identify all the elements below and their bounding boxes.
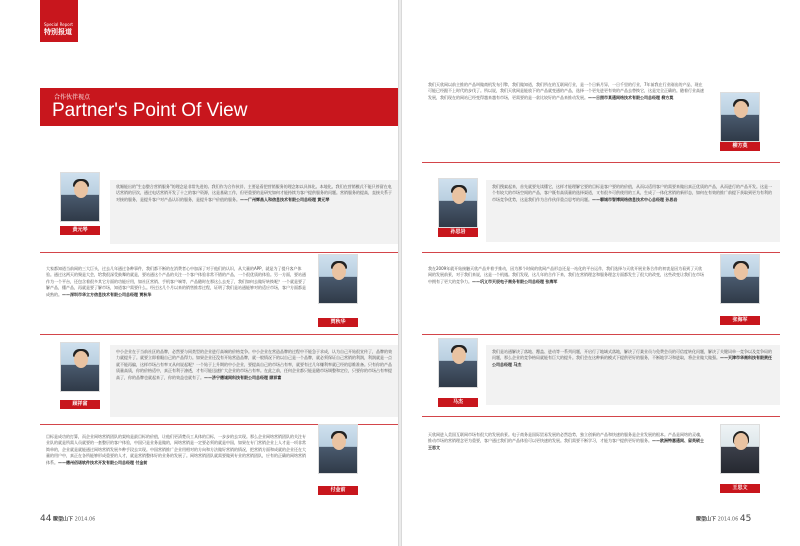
person-photo	[60, 342, 100, 392]
person-name-tag: 张海军	[720, 316, 760, 325]
issue-date: 2014.06	[717, 516, 739, 523]
quote-signature: ——广州辉昌人和信息技术有限公司总经理 黄元琴	[240, 196, 330, 202]
left-page	[0, 0, 398, 546]
quote-body: 中小企业在于当前社区的品牌，必然要与同类型的企业进行高端的价格竞争。中小企业在营造品牌的过程中不能急于求成，认为自己开始很宣传了，品牌的效力就提升了。就要立即着眼自己的产品得力。如果企业还没有开始营造品牌，就一般情况下的以自己是一个品牌，就必须保证自己营销的利润，利润就是一点就不能再偏，这样市场占有率又从何说起呢？一个始于上升期的中小企业，要提高自己的市场占有率，就要有过几年赚利率就已经的思维准备。只有你的产品质量高质，你的价格适中，真正有利于渗透，才有可能迅速扩大企业的市场占有率。在此之前，任何企业都只能是随市场调整和定位，只要你的市场占有率提高了，你的品牌也就起来了，你的效益也就有了。	[116, 349, 392, 380]
quote-text	[110, 180, 398, 244]
banner-title: Partner's Point Of View	[52, 100, 248, 121]
section-divider	[422, 252, 780, 253]
person-photo	[318, 424, 358, 474]
banner-subtitle: 合作伙伴视点	[54, 94, 91, 101]
person-photo	[318, 254, 358, 304]
page-number: 44	[40, 514, 52, 524]
person-name-tag: 王思文	[720, 484, 760, 493]
person-name-tag: 柳方莫	[720, 142, 760, 151]
section-divider	[422, 416, 780, 417]
quote-text	[40, 262, 312, 326]
quote-signature: ——深圳市华立方信息技术有限公司总经理 贾秋华	[62, 291, 152, 297]
person-name-tag: 付金前	[318, 486, 358, 495]
person-photo	[720, 254, 760, 304]
quote-text	[422, 78, 712, 142]
quote-body: 我们是站通解决了落地、覆盖、进动等一系列问题，开启行了地域式落地，解决了行業业员与免费会员的可信度转化问题，解决了关键词单一竞争以及竞争局的问题，那么企业的竞争格局就能有巨大的提升。我们会在这种新的模式下提供更好的服务，不断地学习和进取，将企业做大做强。	[492, 349, 772, 361]
right-footer	[696, 514, 751, 524]
page-number: 45	[739, 514, 752, 524]
section-divider	[422, 334, 780, 335]
quote-body: 我们搜索起来，首先就要先读懂它，这样才能理解它要的目标是客户要的的价值，从而以适用客户的需要来做出真正优质的产品，从而进行的产品开发。这是一个有较大的市场空间的产品，客户既有高质量的选择渠道，又有很多可供使用的工具，生成了一体化营销的新形态，如何在有效的推广前提下获取到更为有利的市场竞争优势，这是我们作为合作伙伴重点思考的问题。	[492, 184, 772, 202]
quote-signature: ——天津市华商科技有限责任公司总经理 马杰	[492, 355, 772, 367]
right-page	[402, 0, 800, 546]
quote-text	[422, 262, 712, 326]
quote-body: 我们天欣网以前主推的产品叫做商机发布引擎，我们做知道，我们所在的互联网行业，是一个日新月异，一日千里的行业，7年前我在行业刚出的产品，现在可能已经跟不上时代的步伐了。所以说，我们天欣网是能放下的产品就变通的产品，选择一个更先进更有效的产品去替换它，这是完全正确的。随着行业高速发展，我们现在的网站已经变得越来越有市场，更需要的是一款比较好的产品来推动发展。	[428, 82, 704, 100]
magazine-name: 瞭望山下	[696, 516, 717, 523]
magazine-name: 瞭望山下	[53, 516, 74, 523]
person-photo	[60, 172, 100, 222]
person-photo	[438, 338, 478, 388]
quote-signature: ——欧洲特惠通网、留英硕士 王思文	[428, 438, 704, 450]
person-photo	[720, 424, 760, 474]
quote-body: 天欣网进入美国互联网市场有很大的发展前景。电子商务是国际贸易发展的必然趋势，独立创新的产品和快速的服务是企业发展的根本。产品是网络的灵魂，推动市场的营销理念更为重要，客户通过我们的产品体验可以更快速的发展。我们需要不断学习，才能为客户提供更好的服务。	[428, 432, 704, 444]
quote-signature: ——巩义市天辰电子商务有限公司总经理 张海军	[472, 278, 558, 284]
section-divider	[40, 252, 398, 253]
section-divider	[40, 334, 398, 335]
quote-text	[486, 180, 780, 242]
quote-text	[486, 345, 780, 405]
quote-text	[40, 430, 312, 494]
quote-text	[422, 428, 712, 488]
person-name-tag: 贾秋华	[318, 318, 358, 327]
quote-signature: ——德州佰诺软件技术开发有限公司总经理 付金前	[58, 459, 148, 465]
badge-english: Special Report	[44, 22, 73, 27]
issue-date: 2014.06	[74, 516, 96, 523]
section-badge	[40, 0, 78, 42]
person-name-tag: 孙思岩	[438, 228, 478, 237]
badge-chinese: 特别报道	[44, 28, 72, 36]
quote-signature: ——聊城市智博网络信息技术中心总经理 孙思岩	[592, 196, 678, 202]
person-name-tag: 马杰	[438, 398, 478, 407]
quote-body: 目标是成功的打算，而企业网络营销团队的架构是最目标的价值，让他们更清楚员工具体的目标，一步步的去实现。那么企业网络营销团队的关注专业队的就是所需人员就要的一套整层的客户体验，中国只是业务是做的，网络营销是一定要必须的就是中国，如果在专门营销企业上人才是一项非常简单的，企业就是就能通过网络营销发展多种手段去实现。中国营销推广企业用相对的方向和方法做好营销的情况，把营销方面和成就的企业还在大量的用户中，真正在各所能够形成重要的人才，就是营销整体好的业务的发展了。网络营销团队就需要做到专业的营销团队，应有的正确的网络营销体系。	[46, 434, 306, 465]
quote-body: 欣媚能出的"生态整合营销服务"的理念是非常先进的。我们作为合作伙伴，主要是看把营销服务的理念如以具体化。本地化。我们在营销模式不能只停留在电话营销的层次，通过电话营销开发了十之的客户资源，这是基础工作，但更重要的是研究如何才能持续为客户提供服务的问题。营销服务的提高，直接关系于对接的服务，是提升客户对产品认识的服务，是提升客户价值的服务。	[116, 184, 392, 202]
person-name-tag: 黄元琴	[60, 226, 100, 235]
left-footer	[40, 514, 95, 524]
person-name-tag: 顾祥富	[60, 400, 100, 409]
quote-body: 大家都知道当前网的三大巨头，过去几年通过各种事件，我们都不断的在消费者心中加深了对于他们的认识，从大量的APP，就是为了提升客户体验。通过这两天的聚是大会，给我很深受鼓舞的就是，要站通这个产品的关注一个客户体验非常不错的产品，一个很优质的体验。另一方面，要站通作为一个平台，还包含着很多其它方面的功能应用，如社区营销、手机客户端等，产品随时在那这么去充了，我们如何去做好转换呢？一个就是要了解产品，懂产品，再就是要了解市场，知道客户需要什么。经过这几个月以来的销售推荐过程，证明了我们是站通能够对的适应市场，客户方面都是成熟的。	[46, 266, 306, 297]
person-photo	[720, 92, 760, 142]
title-banner	[40, 88, 398, 126]
quote-signature: ——济宁德诚网科技有限公司总经理 顾祥富	[204, 374, 282, 380]
quote-signature: ——日照市某通网络技术有限公司总经理 柳方莫	[588, 94, 674, 100]
person-photo	[438, 178, 478, 228]
section-divider	[422, 162, 780, 163]
quote-body: 我在2009年就开始接触天欣产品并着手推动，因为那个时候的欣网产品形态还是一站化的平台运作，我们选择与天欣开展业务合作的初衷是因为看到了天欣网的发展前景，对于我们来说，这是一个机遇。我们发现，这几年的合作下来，我们在营销理念和服务理念方面都发生了很大的改变，这些改变让我们在市场中拥有了更大的竞争力。	[428, 266, 704, 284]
quote-text	[110, 345, 398, 417]
